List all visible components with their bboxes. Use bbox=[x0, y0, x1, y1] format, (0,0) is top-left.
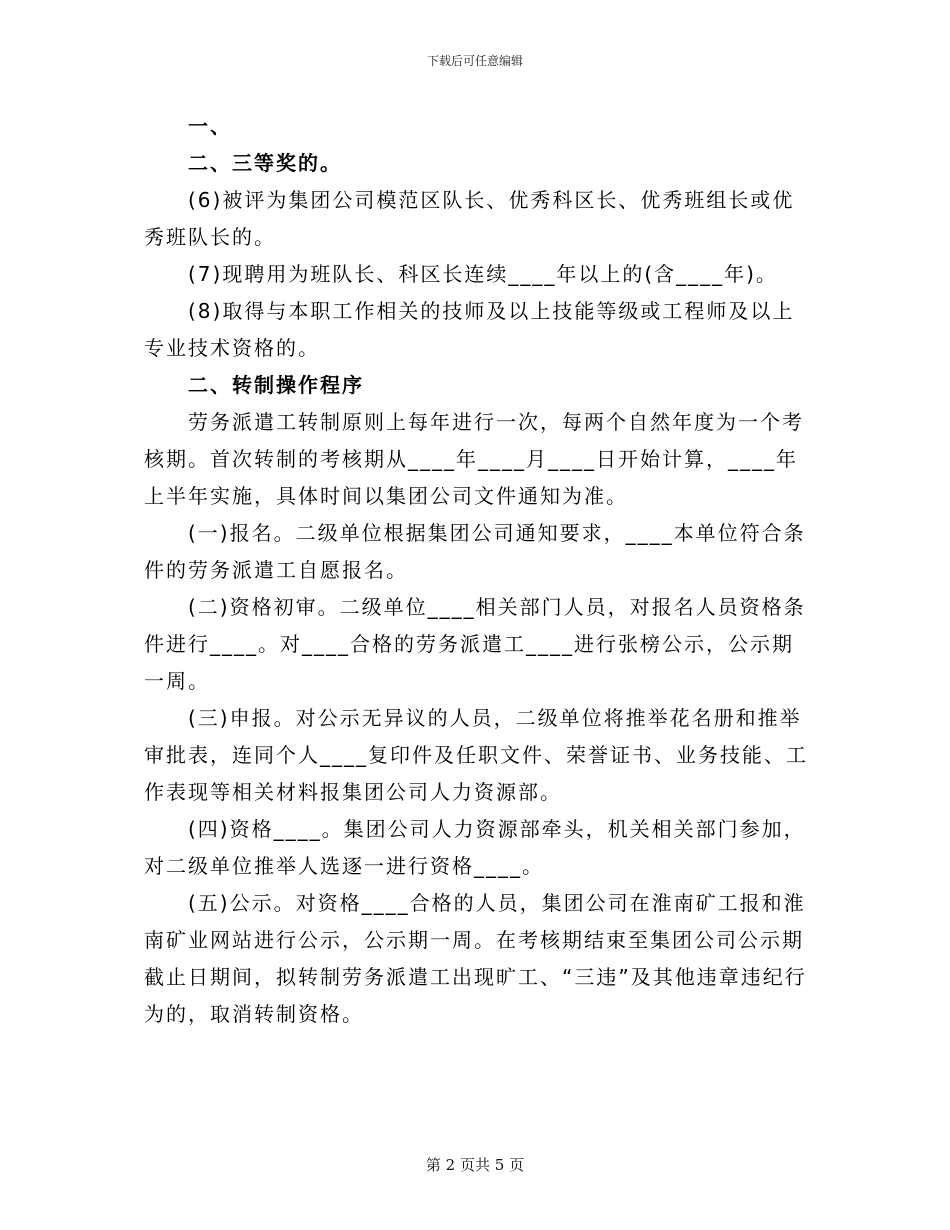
paragraph-item-8: (8)取得与本职工作相关的技师及以上技能等级或工程师及以上专业技术资格的。 bbox=[144, 299, 795, 360]
heading-1: 一、 bbox=[188, 114, 232, 138]
section-heading: 二、转制操作程序 bbox=[188, 373, 364, 397]
paragraph-step-3: (三)申报。对公示无异议的人员，二级单位将推举花名册和推举审批表，连同个人____复印件及任职文件、荣誉证书、业务技能、工作表现等相关材料报集团公司人力资源部。 bbox=[144, 706, 808, 804]
paragraph-step-2: (二)资格初审。二级单位____相关部门人员，对报名人员资格条件进行____。对____合格的劳务派遣工____进行张榜公示，公示期一周。 bbox=[144, 595, 806, 693]
paragraph-step-5: (五)公示。对资格____合格的人员，集团公司在淮南矿工报和淮南矿业网站进行公示，公示期一周。在考核期结束至集团公司公示期截止日期间，拟转制劳务派遣工出现旷工、“三违”及其他违章违纪行为的，取消转制资格。 bbox=[144, 891, 807, 1026]
page-header: 下载后可任意编辑 bbox=[426, 54, 523, 68]
heading-2: 二、三等奖的。 bbox=[188, 151, 342, 175]
paragraph-intro: 劳务派遣工转制原则上每年进行一次，每两个自然年度为一个考核期。首次转制的考核期从____年____月____日开始计算，____年上半年实施，具体时间以集团公司文件通知为准。 bbox=[144, 410, 804, 508]
document-body bbox=[144, 108, 810, 1033]
paragraph-item-7: (7)现聘用为班队长、科区长连续____年以上的(含____年)。 bbox=[188, 262, 778, 286]
paragraph-step-1: (一)报名。二级单位根据集团公司通知要求，____本单位符合条件的劳务派遣工自愿报名。 bbox=[144, 521, 806, 582]
paragraph-step-4: (四)资格____。集团公司人力资源部牵头，机关相关部门参加，对二级单位推举人选逐一进行资格____。 bbox=[144, 817, 806, 878]
paragraph-item-6: (6)被评为集团公司模范区队长、优秀科区长、优秀班组长或优秀班队长的。 bbox=[144, 188, 795, 249]
page-number: 第 2 页共 5 页 bbox=[425, 1156, 525, 1174]
